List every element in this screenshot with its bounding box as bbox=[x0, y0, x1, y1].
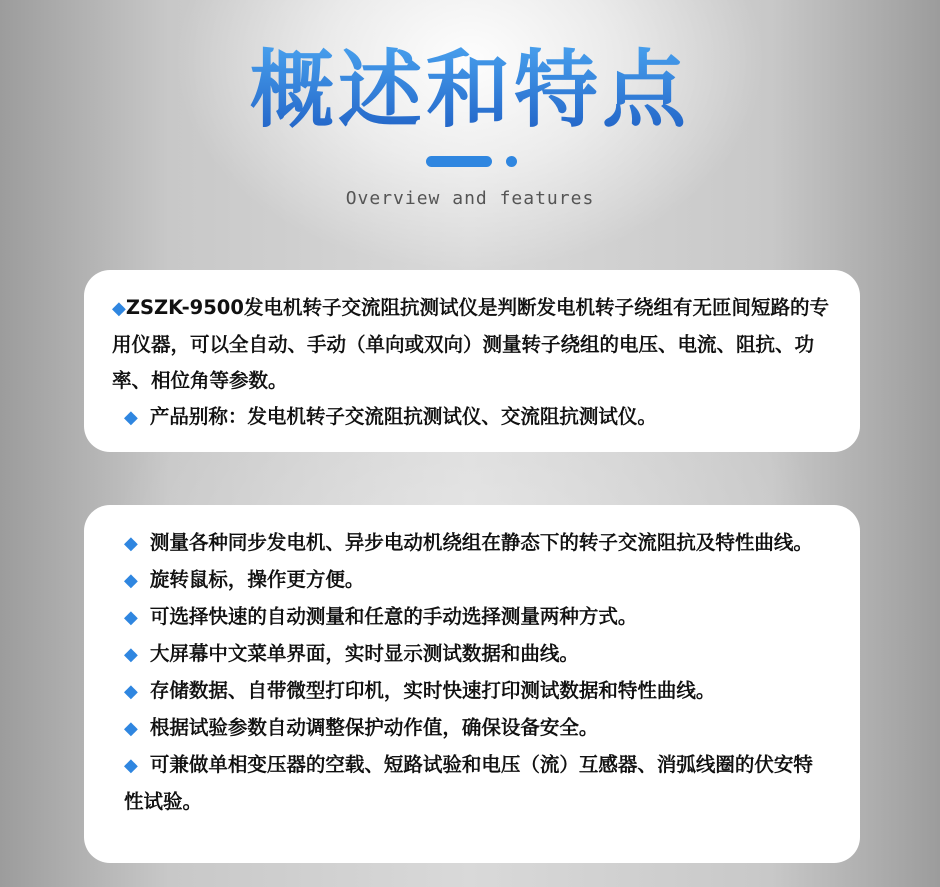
diamond-icon: ◆ bbox=[124, 607, 138, 628]
feature-item bbox=[112, 562, 832, 599]
diamond-icon: ◆ bbox=[124, 718, 138, 739]
feature-item bbox=[112, 710, 832, 747]
intro-alias bbox=[112, 399, 832, 436]
diamond-icon: ◆ bbox=[124, 681, 138, 702]
feature-text: 可兼做单相变压器的空载、短路试验和电压（流）互感器、消弧线圈的伏安特性试验。 bbox=[124, 753, 813, 813]
features-card bbox=[84, 505, 860, 863]
page-subtitle: Overview and features bbox=[345, 188, 595, 209]
feature-text: 根据试验参数自动调整保护动作值，确保设备安全。 bbox=[149, 716, 599, 739]
decoration-bar bbox=[426, 156, 492, 167]
diamond-icon: ◆ bbox=[124, 755, 138, 776]
feature-text: 旋转鼠标，操作更方便。 bbox=[149, 568, 365, 591]
intro-description bbox=[112, 290, 832, 399]
intro-card bbox=[84, 270, 860, 452]
feature-item bbox=[112, 636, 832, 673]
intro-alias-text: 产品别称：发电机转子交流阻抗测试仪、交流阻抗测试仪。 bbox=[149, 405, 657, 428]
feature-item bbox=[112, 747, 832, 820]
diamond-icon: ◆ bbox=[124, 533, 138, 554]
diamond-icon: ◆ bbox=[112, 298, 126, 319]
diamond-icon: ◆ bbox=[124, 407, 138, 428]
feature-item bbox=[112, 599, 832, 636]
intro-description-text: 发电机转子交流阻抗测试仪是判断发电机转子绕组有无匝间短路的专用仪器，可以全自动、手动（单向或双向）测量转子绕组的电压、电流、阻抗、功率、相位角等参数。 bbox=[112, 296, 829, 392]
feature-text: 可选择快速的自动测量和任意的手动选择测量两种方式。 bbox=[149, 605, 638, 628]
model-name: ZSZK-9500 bbox=[125, 296, 244, 319]
feature-item bbox=[112, 525, 832, 562]
feature-text: 大屏幕中文菜单界面，实时显示测试数据和曲线。 bbox=[149, 642, 579, 665]
feature-text: 存储数据、自带微型打印机，实时快速打印测试数据和特性曲线。 bbox=[149, 679, 716, 702]
feature-text: 测量各种同步发电机、异步电动机绕组在静态下的转子交流阻抗及特性曲线。 bbox=[149, 531, 813, 554]
diamond-icon: ◆ bbox=[124, 644, 138, 665]
feature-item bbox=[112, 673, 832, 710]
page-title: 概述和特点 bbox=[0, 40, 940, 140]
decoration-dot bbox=[506, 156, 517, 167]
diamond-icon: ◆ bbox=[124, 570, 138, 591]
title-decoration bbox=[426, 156, 526, 168]
